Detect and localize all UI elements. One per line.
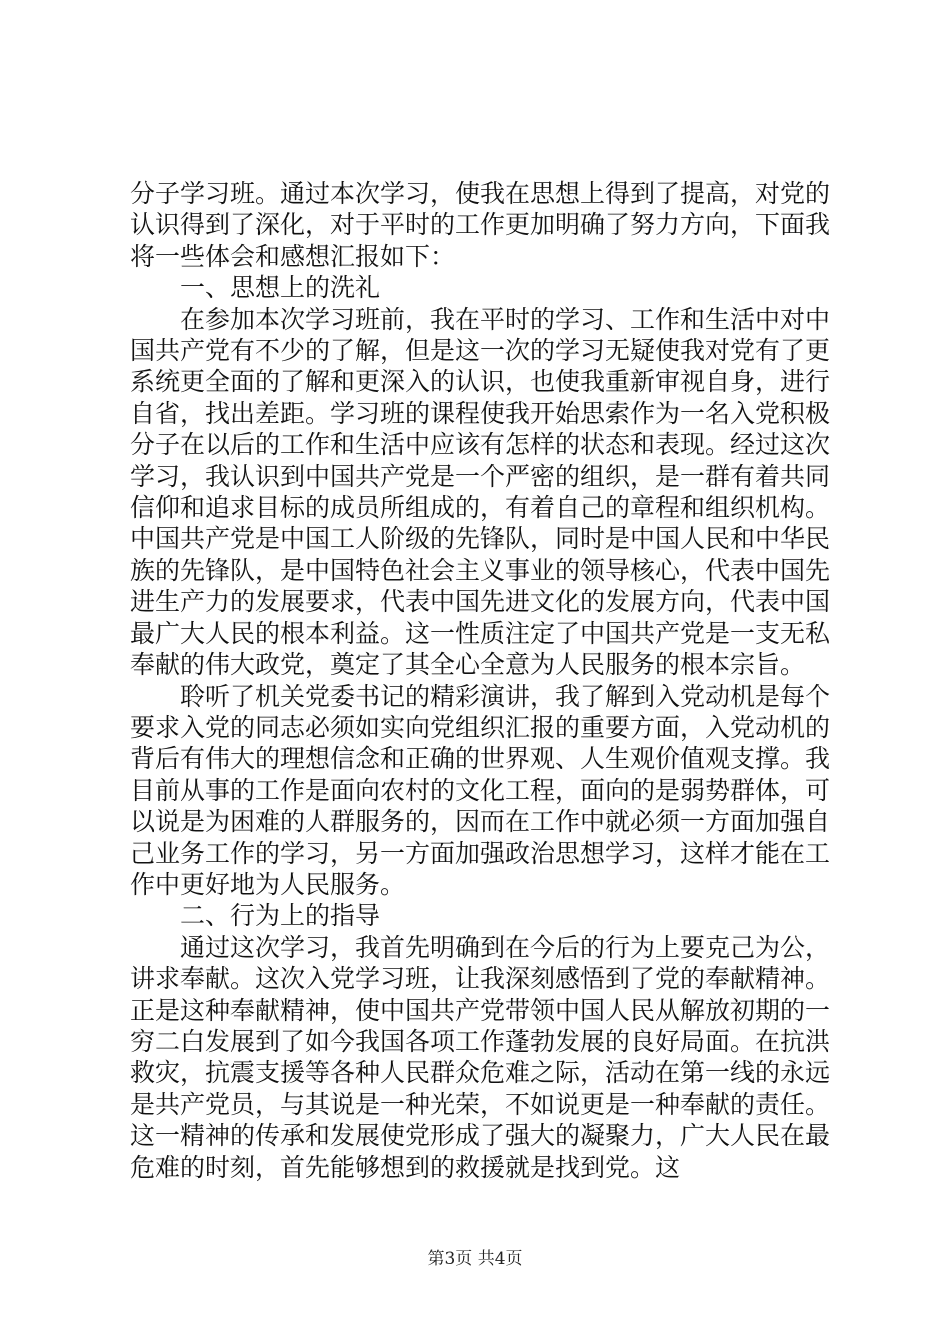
paragraph: 通过这次学习，我首先明确到在今后的行为上要克己为公，讲求奉献。这次入党学习班，让我深刻感悟到了党的奉献精神。正是这种奉献精神，使中国共产党带领中国人民从解放初期的一穷二白发展到了如今我国各项工作蓬勃发展的良好局面。在抗洪救灾，抗震支援等各种人民群众危难之际，活动在第一线的永远是共产党员，与其说是一种光荣，不如说更是一种奉献的责任。这一精神的传承和发展使党形成了强大的凝聚力，广大人民在最危难的时刻，首先能够想到的救援就是找到党。这 xyxy=(130,932,831,1182)
body-text xyxy=(130,178,830,1183)
page-footer: 第3页 共4页 xyxy=(427,1249,523,1269)
paragraph: 在参加本次学习班前，我在平时的学习、工作和生活中对中国共产党有不少的了解，但是这一次的学习无疑使我对党有了更系统更全面的了解和更深入的认识，也使我重新审视自身，进行自省，找出差距。学习班的课程使我开始思索作为一名入党积极分子在以后的工作和生活中应该有怎样的状态和表现。经过这次学习，我认识到中国共产党是一个严密的组织，是一群有着共同信仰和追求目标的成员所组成的，有着自己的章程和组织机构。中国共产党是中国工人阶级的先锋队，同时是中国人民和中华民族的先锋队，是中国特色社会主义事业的领导核心，代表中国先进生产力的发展要求，代表中国先进文化的发展方向，代表中国最广大人民的根本利益。这一性质注定了中国共产党是一支无私奉献的伟大政党，奠定了其全心全意为人民服务的根本宗旨。 xyxy=(130,304,831,680)
section-heading-2: 二、行为上的指导 xyxy=(180,901,381,931)
section-heading-1: 一、思想上的洗礼 xyxy=(180,273,381,303)
paragraph: 聆听了机关党委书记的精彩演讲，我了解到入党动机是每个要求入党的同志必须如实向党组织汇报的重要方面，入党动机的背后有伟大的理想信念和正确的世界观、人生观价值观支撑。我目前从事的工作是面向农村的文化工程，面向的是弱势群体，可以说是为困难的人群服务的，因而在工作中就必须一方面加强自己业务工作的学习，另一方面加强政治思想学习，这样才能在工作中更好地为人民服务。 xyxy=(130,681,831,899)
paragraph-continuation: 分子学习班。通过本次学习，使我在思想上得到了提高，对党的认识得到了深化，对于平时的工作更加明确了努力方向，下面我将一些体会和感想汇报如下： xyxy=(130,179,831,271)
